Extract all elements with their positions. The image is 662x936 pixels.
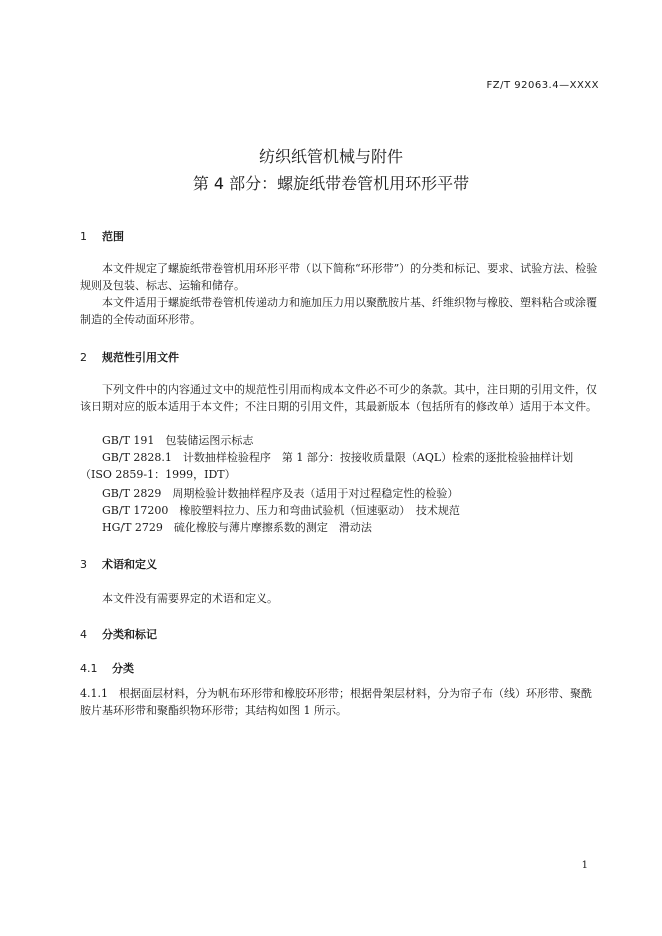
page-number: 1 xyxy=(581,860,588,871)
section-number: 4 xyxy=(80,628,87,641)
section-title: 分类和标记 xyxy=(102,628,157,641)
section-1-paragraph-2: 本文件适用于螺旋纸带卷管机传递动力和施加压力用以聚酰胺片基、纤维织物与橡胶、塑料粘合或涂覆制造的全传动面环形带。 xyxy=(80,296,597,326)
section-3-paragraph-1: 本文件没有需要界定的术语和定义。 xyxy=(102,592,278,605)
section-title: 范围 xyxy=(102,230,124,243)
standard-code: FZ/T 92063.4—XXXX xyxy=(486,80,599,91)
reference-item: GB/T 2829 周期检验计数抽样程序及表（适用于对过程稳定性的检验） xyxy=(102,487,459,500)
reference-item: GB/T 17200 橡胶塑料拉力、压力和弯曲试验机（恒速驱动） 技术规范 xyxy=(102,504,460,517)
section-number: 3 xyxy=(80,558,87,571)
section-number: 1 xyxy=(80,230,87,243)
document-title: 纺织纸管机械与附件 xyxy=(258,147,403,166)
subsection-number: 4.1 xyxy=(80,662,98,675)
document-subtitle: 第 4 部分：螺旋纸带卷管机用环形平带 xyxy=(192,174,470,193)
section-4-heading xyxy=(80,626,157,642)
reference-item: HG/T 2729 硫化橡胶与薄片摩擦系数的测定 滑动法 xyxy=(102,521,372,534)
section-2-paragraph-1: 下列文件中的内容通过文中的规范性引用而构成本文件必不可少的条款。其中，注日期的引用文件，仅该日期对应的版本适用于本文件；不注日期的引用文件，其最新版本（包括所有的修改单）适用于本文件。 xyxy=(80,383,597,413)
section-number: 2 xyxy=(80,351,87,364)
subsection-title: 分类 xyxy=(112,662,134,675)
reference-item: GB/T 2828.1 计数抽样检验程序 第 1 部分：按接收质量限（AQL）检索的逐批检验抽样计划（ISO 2859-1：1999，IDT） xyxy=(80,451,574,481)
section-1-paragraph-1: 本文件规定了螺旋纸带卷管机用环形平带（以下简称“环形带”）的分类和标记、要求、试验方法、检验规则及包装、标志、运输和储存。 xyxy=(80,262,598,292)
clause-4-1-1: 4.1.1 根据面层材料，分为帆布环形带和橡胶环形带；根据骨架层材料，分为帘子布（线）环形带、聚酰胺片基环形带和聚酯织物环形带；其结构如图 1 所示。 xyxy=(80,687,592,717)
section-2-heading xyxy=(80,349,179,365)
reference-item: GB/T 191 包装储运图示标志 xyxy=(102,434,254,447)
subsection-4-1-heading xyxy=(80,660,134,676)
section-1-heading xyxy=(80,228,124,244)
section-3-heading xyxy=(80,556,157,572)
section-title: 规范性引用文件 xyxy=(102,351,179,364)
section-title: 术语和定义 xyxy=(102,558,157,571)
